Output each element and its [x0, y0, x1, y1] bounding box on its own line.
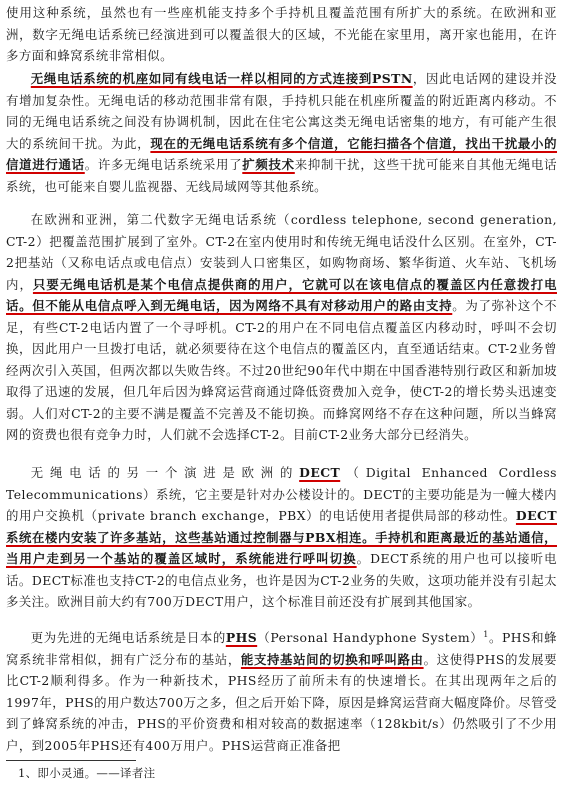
underlined-phrase: 能支持基站间的切换和呼叫路由 [240, 651, 424, 667]
text-run: 来抑制干扰，这些干扰可能来自其他无绳电话系统，也可能来自婴儿监视器、无线局域网等其他系统。 [6, 157, 558, 194]
underlined-phrase: DECT [299, 465, 341, 480]
text-run: 在欧洲和亚洲，第二代数字无绳电话系统（cordless telephone, second generation, CT-2）把覆盖范围扩展到了室外。CT-2在室内使用时和传统无绳电话没什么区别。在室外，CT-2把基站（又称电话点或电信点）安装到人口密集区，如购物商场、繁华街道、火车站、飞机场内， [6, 212, 557, 292]
text-run: （Personal Handyphone System） [257, 630, 484, 645]
text-run: （Digital Enhanced Cordless Telecommunications）系统，它主要是针对办公楼设计的。DECT的主要功能是为一幢大楼内的用户交换机（private branch exchange，PBX）的电话使用者提供局部的移动性。 [6, 465, 557, 523]
footnote-marker: 1 [483, 629, 489, 639]
paragraph-3 [6, 209, 557, 446]
text-run: ，因此电话网的建设并没有增加复杂性。无绳电话的移动范围非常有限，手持机只能在机座所覆盖的附近距离内移动。不同的无绳电话系统之间没有协调机制，因此在住宅公寓这类无绳电话密集的地方，有可能产生很大的系统间干扰。为此， [6, 71, 558, 151]
text-run: 更为先进的无绳电话系统是日本的 [30, 630, 226, 645]
paragraph-1 [6, 2, 557, 67]
underlined-phrase: 无绳电话系统的机座如同有线电话一样以相同的方式连接到PSTN [30, 71, 413, 86]
underlined-phrase: 只要无绳电话机是某个电信点提供商的用户，它就可以在该电信点的覆盖区内任意拨打电话。但不能从电信点呼入到无绳电话，因为网络不具有对移动用户的路由支持 [6, 276, 557, 313]
text-run: 。这使得PHS的发展要比CT-2顺利得多。作为一种新技术，PHS经历了前所未有的快速增长。在其出现两年之后的1997年，PHS的用户数达700万之多，但之后开始下降，原因是蜂窝运营商大幅度降价。尽管受到了蜂窝系统的冲击，PHS的平价资费和相对较高的数据速率（128kbit/s）仍然吸引了不少用户，到2005年PHS还有400万用户。PHS运营商正准备把 [6, 651, 557, 753]
footnote-divider [6, 760, 136, 761]
paragraph-4 [6, 462, 557, 613]
footnote: 1、即小灵通。——译者注 [18, 766, 156, 780]
underlined-phrase: DECT系统在楼内安装了许多基站，这些基站通过控制器与PBX相连。手持机和距离最近的基站通信，当用户走到另一个基站的覆盖区域时，系统能进行呼叫切换 [6, 508, 557, 566]
text-run: 。为了弥补这个不足，有些CT-2电话内置了一个寻呼机。CT-2的用户在不同电信点覆盖区内移动时，呼叫不会切换，因此用户一旦拨打电话，就必须要待在这个电信点的覆盖区内，直至通话结束。CT-2业务曾经两次引入英国，但两次都以失败告终。不过20世纪90年代中期在中国香港特别行政区和新加坡取得了迅速的发展，但几年后因为蜂窝运营商通过降低资费加入竞争，使CT-2的增长势头迅速变弱。人们对CT-2的主要不满是覆盖不完善及不能切换。而蜂窝网络不存在这种问题，所以当蜂窝网的资费也很有竞争力时，人们就不会选择CT-2。目前CT-2业务大部分已经消失。 [6, 298, 557, 442]
text-run: 。许多无绳电话系统采用了 [84, 157, 243, 172]
text-run: 无绳电话的另一个演进是欧洲的 [30, 465, 300, 480]
underlined-phrase: 扩频技术 [242, 157, 295, 172]
paragraph-2 [6, 68, 557, 197]
text-run: 。PHS和蜂窝系统非常相似，拥有广泛分布的基站， [6, 630, 557, 667]
underlined-phrase: PHS [225, 630, 258, 645]
text-run: 。DECT系统的用户也可以接听电话。DECT标准也支持CT-2的电信点业务，也许是因为CT-2业务的失败，这项功能并没有引起太多关注。欧洲目前大约有700万DECT用户，这个标准目前还没有扩展到其他国家。 [6, 551, 557, 609]
underlined-phrase: 现在的无绳电话系统有多个信道，它能扫描各个信道，找出干扰最小的信道进行通话 [6, 135, 558, 172]
paragraph-5 [6, 627, 557, 756]
text-run: 使用这种系统，虽然也有一些座机能支持多个手持机且覆盖范围有所扩大的系统。在欧洲和亚洲，数字无绳电话系统已经演进到可以覆盖很大的区域，不光能在家里用，离开家也能用，在许多方面和蜂窝系统非常相似。 [6, 5, 557, 63]
